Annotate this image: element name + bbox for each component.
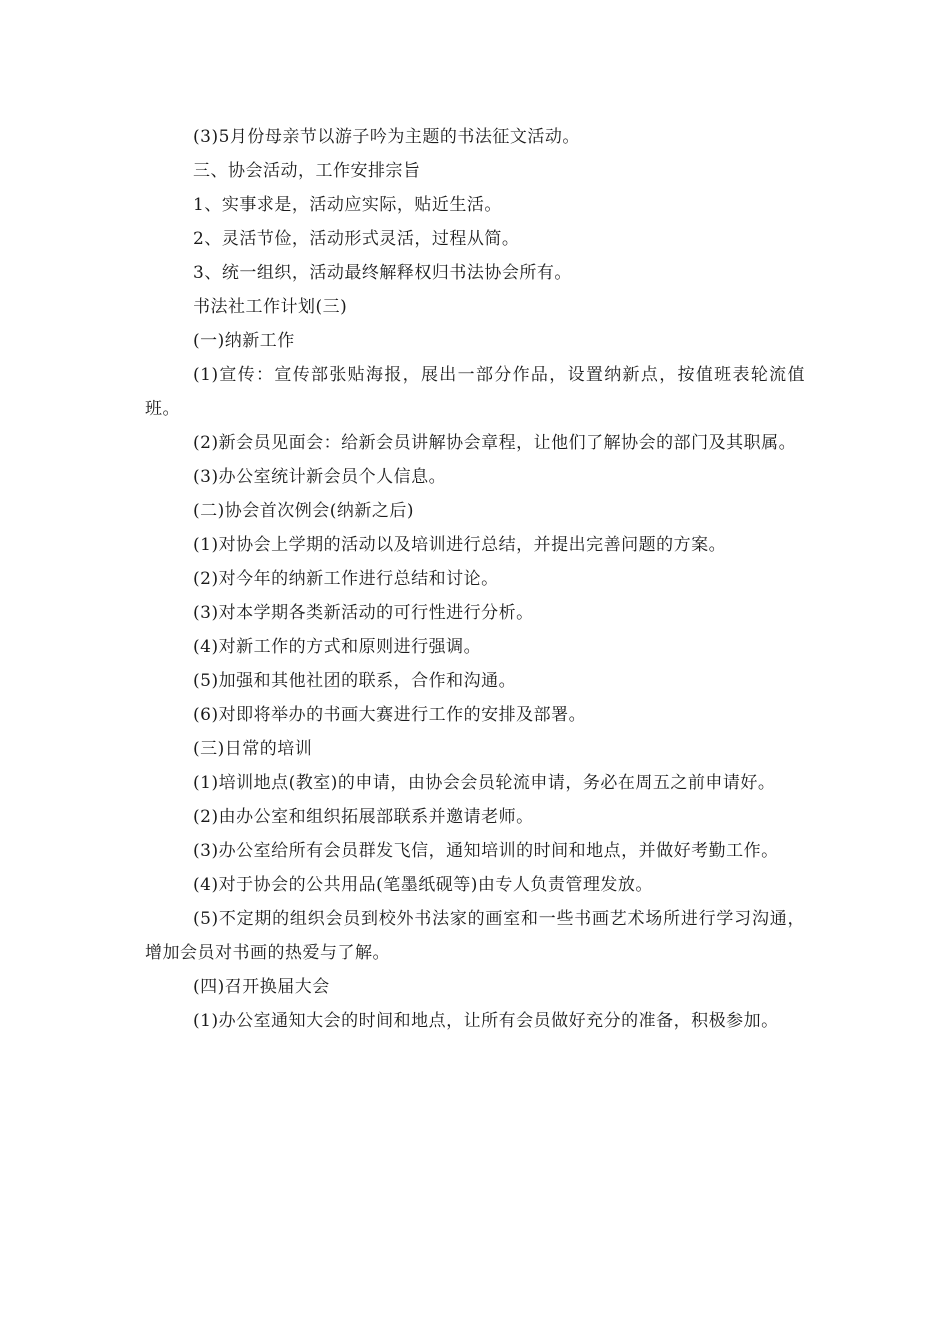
paragraph: (5)加强和其他社团的联系，合作和沟通。 <box>193 671 517 691</box>
paragraph: (4)对新工作的方式和原则进行强调。 <box>193 637 482 657</box>
document-body <box>145 120 805 1038</box>
paragraph: 3、统一组织，活动最终解释权归书法协会所有。 <box>193 263 572 283</box>
section-heading: (二)协会首次例会(纳新之后) <box>193 501 415 521</box>
section-heading: (四)召开换届大会 <box>193 977 330 997</box>
paragraph: (3)办公室统计新会员个人信息。 <box>193 467 447 487</box>
paragraph: 1、实事求是，活动应实际，贴近生活。 <box>193 195 502 215</box>
section-heading: 三、协会活动，工作安排宗旨 <box>193 161 421 181</box>
paragraph: (2)由办公室和组织拓展部联系并邀请老师。 <box>193 807 534 827</box>
paragraph: (1)对协会上学期的活动以及培训进行总结，并提出完善问题的方案。 <box>193 535 727 555</box>
paragraph: (6)对即将举办的书画大赛进行工作的安排及部署。 <box>193 705 587 725</box>
document-title: 书法社工作计划(三) <box>193 297 348 317</box>
paragraph: (3)办公室给所有会员群发飞信，通知培训的时间和地点，并做好考勤工作。 <box>193 841 779 861</box>
section-heading: (三)日常的培训 <box>193 739 313 759</box>
paragraph: (1)宣传：宣传部张贴海报，展出一部分作品，设置纳新点，按值班表轮流值班。 <box>145 365 805 419</box>
paragraph: (1)培训地点(教室)的申请，由协会会员轮流申请，务必在周五之前申请好。 <box>193 773 776 793</box>
paragraph: (5)不定期的组织会员到校外书法家的画室和一些书画艺术场所进行学习沟通，增加会员对书画的热爱与了解。 <box>145 909 805 963</box>
paragraph: (4)对于协会的公共用品(笔墨纸砚等)由专人负责管理发放。 <box>193 875 653 895</box>
section-heading: (一)纳新工作 <box>193 331 295 351</box>
paragraph: (3)对本学期各类新活动的可行性进行分析。 <box>193 603 534 623</box>
paragraph: (1)办公室通知大会的时间和地点，让所有会员做好充分的准备，积极参加。 <box>193 1011 779 1031</box>
paragraph: (3)5月份母亲节以游子吟为主题的书法征文活动。 <box>193 127 580 147</box>
paragraph: (2)新会员见面会：给新会员讲解协会章程，让他们了解协会的部门及其职属。 <box>193 433 797 453</box>
paragraph: (2)对今年的纳新工作进行总结和讨论。 <box>193 569 499 589</box>
paragraph: 2、灵活节俭，活动形式灵活，过程从简。 <box>193 229 520 249</box>
